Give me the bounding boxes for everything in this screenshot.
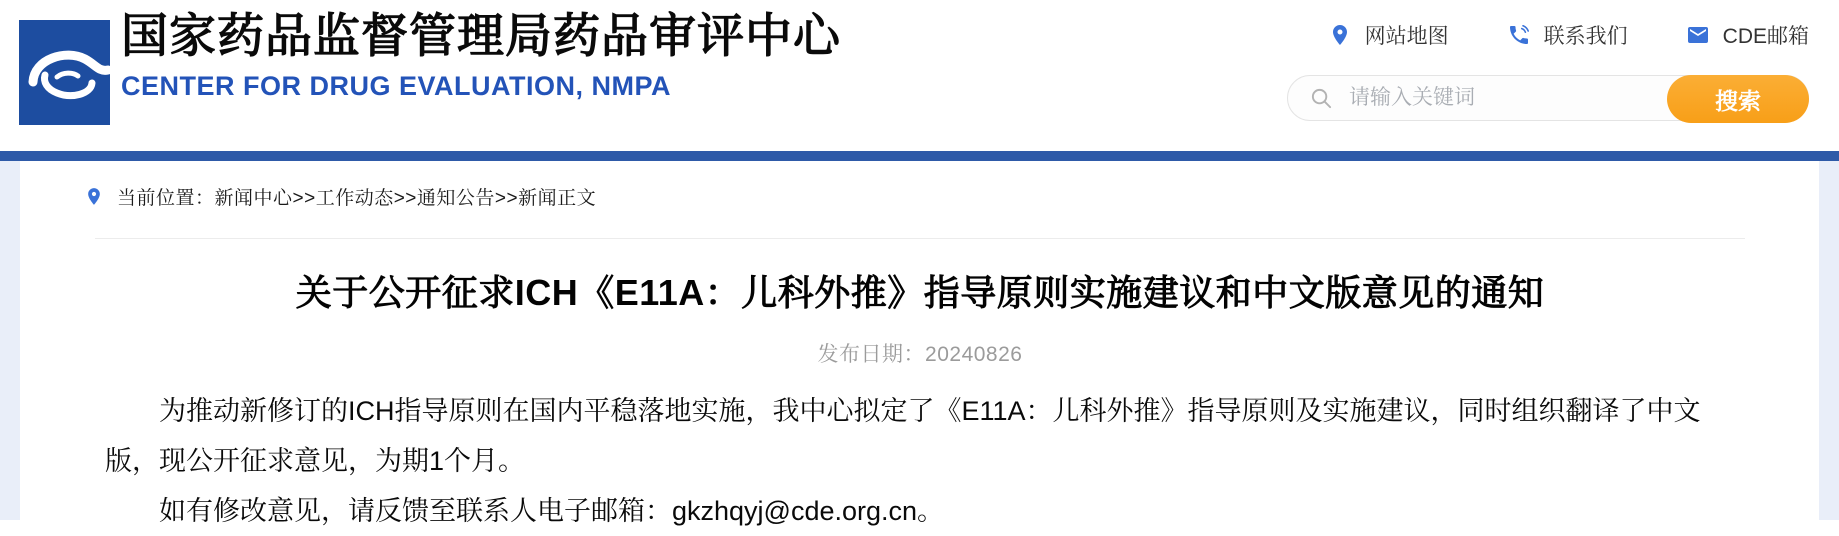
article-title: 关于公开征求ICH《E11A：儿科外推》指导原则实施建议和中文版意见的通知 — [295, 272, 1545, 313]
contact-us-link[interactable] — [1507, 20, 1628, 50]
site-header — [0, 0, 1839, 151]
cde-mailbox-link-label: CDE邮箱 — [1722, 25, 1809, 48]
search-bar — [1287, 75, 1809, 121]
top-utility-links — [1328, 20, 1809, 50]
search-button[interactable]: 搜索 — [1667, 75, 1809, 123]
site-title-chinese: 国家药品监督管理局药品审评中心 — [121, 9, 841, 62]
article — [95, 238, 1745, 536]
contact-us-link-label: 联系我们 — [1543, 25, 1628, 48]
cde-logo-swirl-icon — [19, 20, 110, 125]
cde-logo[interactable] — [19, 20, 110, 125]
site-title-english: CENTER FOR DRUG EVALUATION, NMPA — [121, 71, 671, 101]
phone-icon — [1507, 23, 1531, 47]
article-paragraph-1: 为推动新修订的ICH指导原则在国内平稳落地实施，我中心拟定了《E11A：儿科外推》指导原则及实施建议，同时组织翻译了中文版，现公开征求意见，为期1个月。 — [105, 396, 1701, 476]
breadcrumb — [84, 183, 596, 210]
page-body — [0, 161, 1839, 526]
breadcrumb-text[interactable]: 当前位置：新闻中心>>工作动态>>通知公告>>新闻正文 — [117, 188, 597, 209]
site-titles — [121, 6, 841, 102]
cde-mailbox-link[interactable] — [1686, 20, 1809, 50]
content-panel — [20, 161, 1819, 526]
sitemap-link-label: 网站地图 — [1364, 25, 1449, 48]
article-paragraph-2: 如有修改意见，请反馈至联系人电子邮箱：gkzhqyj@cde.org.cn。 — [159, 496, 945, 526]
article-text — [95, 386, 1745, 536]
publish-date: 发布日期：20240826 — [817, 343, 1023, 366]
breadcrumb-pin-icon — [84, 184, 104, 209]
sitemap-link[interactable] — [1328, 20, 1449, 50]
search-icon — [1310, 87, 1333, 110]
envelope-icon — [1686, 23, 1710, 47]
location-pin-icon — [1328, 23, 1352, 47]
header-divider-bar — [0, 151, 1839, 161]
search-input[interactable] — [1347, 85, 1658, 111]
